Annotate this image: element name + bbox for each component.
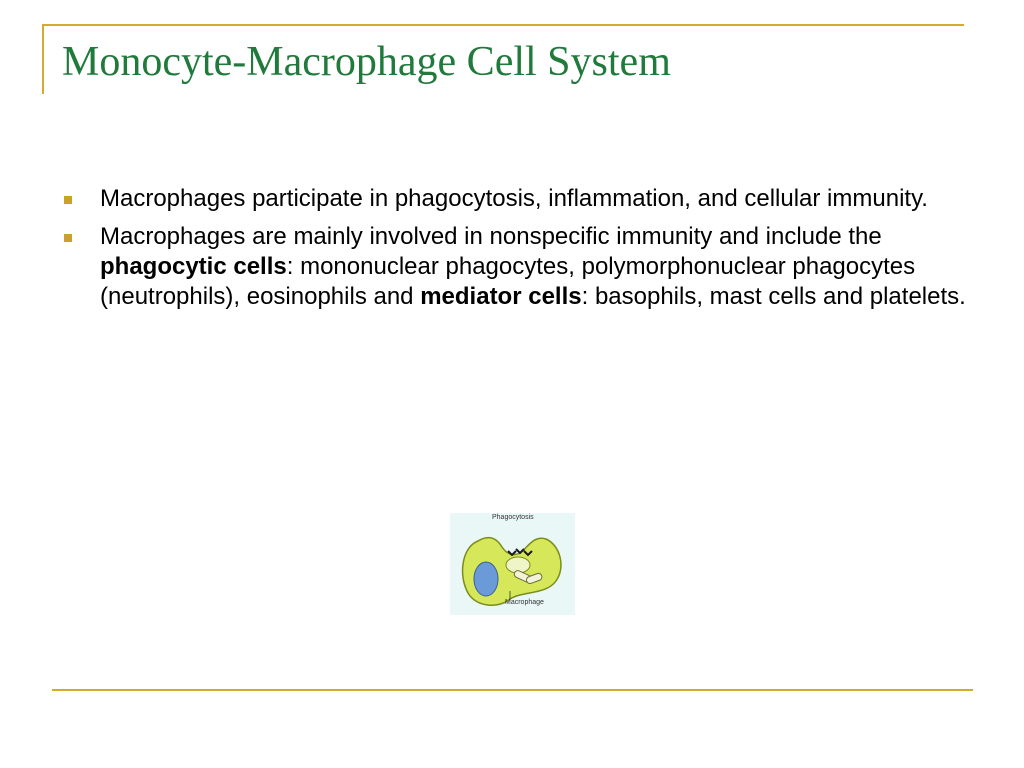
bullet-text-part: : mononuclear phagocytes, polymorphonuclear phagocytes (neutrophils), eosinophils and	[100, 253, 916, 310]
top-accent-line	[42, 24, 964, 26]
bold-term-mediator-cells: mediator cells	[420, 283, 582, 310]
bullet-text: Macrophages participate in phagocytosis, inflammation, and cellular immunity.	[100, 185, 928, 212]
figure-label-phagocytosis: Phagocytosis	[492, 514, 534, 521]
left-accent-line	[42, 24, 44, 94]
phagocytosis-illustration	[450, 513, 575, 615]
bullet-text-part: Macrophages are mainly involved in nonspecific immunity and include the	[100, 223, 882, 250]
bold-term-phagocytic-cells: phagocytic cells	[100, 253, 287, 280]
figure-label-macrophage: Macrophage	[505, 599, 544, 606]
bullet-item	[62, 222, 967, 312]
slide-title: Monocyte-Macrophage Cell System	[62, 39, 671, 85]
bottom-accent-line	[52, 689, 973, 691]
bullet-list	[62, 184, 967, 320]
square-bullet-icon	[64, 196, 72, 204]
bullet-text-part: : basophils, mast cells and platelets.	[581, 283, 966, 310]
nucleus-shape	[474, 562, 498, 596]
square-bullet-icon	[64, 234, 72, 242]
bullet-item	[62, 184, 967, 214]
